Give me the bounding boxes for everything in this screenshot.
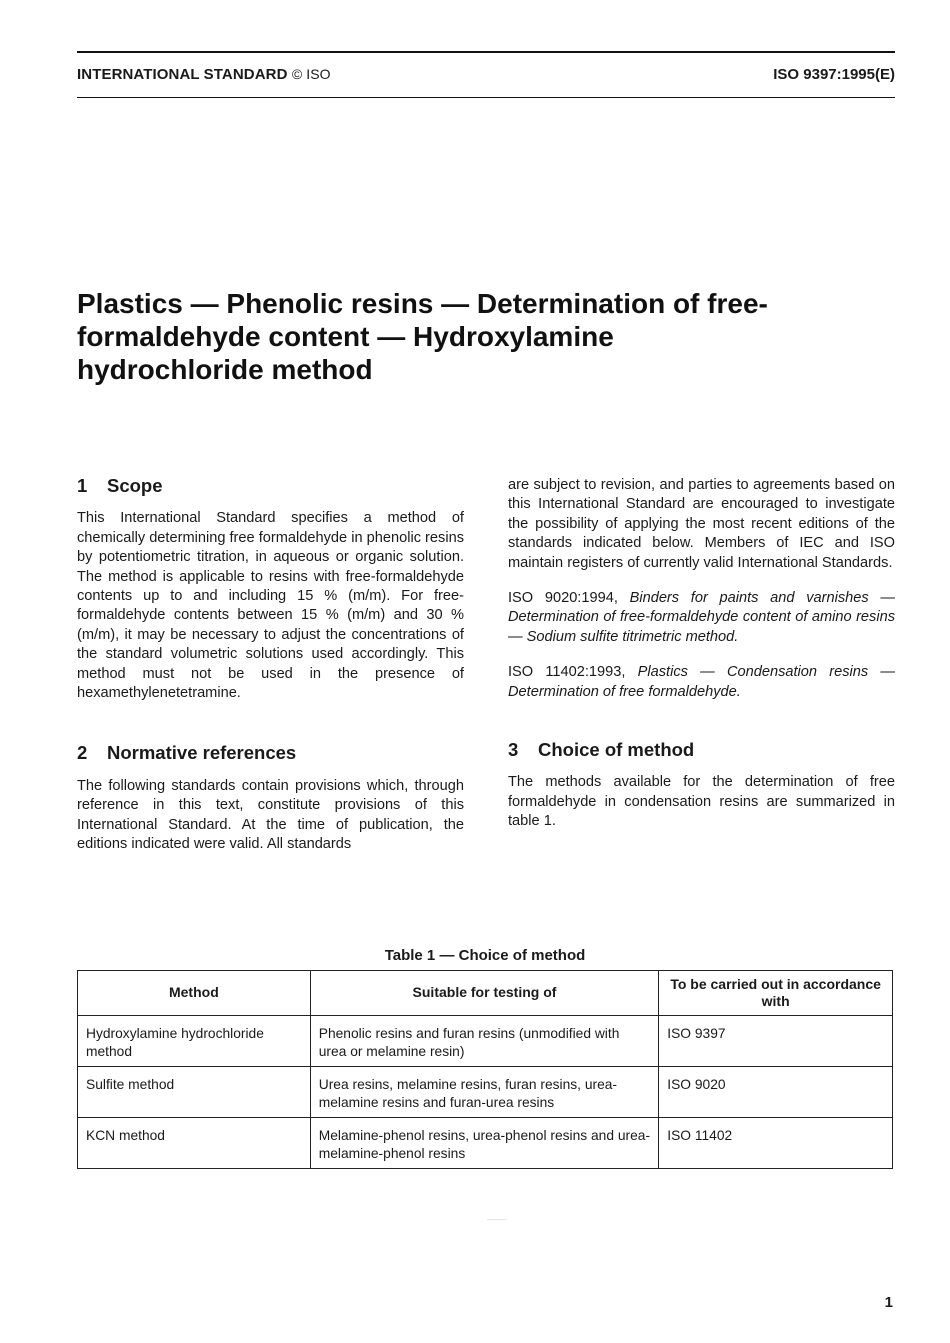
table-cell-standard: ISO 9397 [659,1016,893,1067]
section-3-heading [508,740,895,759]
table-cell-standard: ISO 9020 [659,1067,893,1118]
header-document-id: ISO 9397:1995(E) [773,66,895,83]
reference-iso-9020-title: Binders for paints and varnishes — Determination of free-formaldehyde content of amino resins — Sodium sulfite titrimetric method. [508,590,895,645]
table-header-method: Method [78,971,311,1016]
table-header-suitable-for: Suitable for testing of [310,971,659,1016]
table-cell-method: Hydroxylamine hydrochloride method [78,1016,311,1067]
section-1-number: 1 [77,475,88,496]
choice-paragraph: The methods available for the determination of free formaldehyde in condensation resins are summarized in table 1. [508,774,895,830]
reference-iso-11402-title: Plastics — Condensation resins — Determination of free formaldehyde. [508,664,895,700]
normative-paragraph-part2: are subject to revision, and parties to agreements based on this International Standard are encouraged to investigate the possibility of applying the most recent editions of the standards indicated below. Members of IEC and ISO maintain registers of currently valid International Standards. [508,477,895,571]
section-2-heading [77,743,464,762]
left-column [77,476,464,855]
table-row [78,1016,893,1067]
header-rule-top [77,51,895,53]
scope-paragraph: This International Standard specifies a method of chemically determining free formaldehyde in phenolic resins by potentiometric titration, in aqueous or organic solution. The method is applicable to resins with free-formaldehyde contents up to and including 15 % (m/m). For free-formaldehyde contents between 15 % (m/m) and 30 % (m/m), it may be necessary to adjust the concentrations of the standard volumetric solutions used accordingly. This method must not be used in the presence of hexamethylenetetramine. [77,510,464,702]
table-cell-method: KCN method [78,1118,311,1169]
table-cell-suitable: Melamine-phenol resins, urea-phenol resins and urea-melamine-phenol resins [310,1118,659,1169]
header-copyright: © ISO [291,66,331,82]
section-1-title: Scope [107,475,163,496]
table-cell-standard: ISO 11402 [659,1118,893,1169]
header-rule-bottom [77,97,895,98]
section-2-number: 2 [77,742,88,764]
scan-artifact [487,1219,507,1220]
table-cell-method: Sulfite method [78,1067,311,1118]
table-cell-suitable: Urea resins, melamine resins, furan resins, urea-melamine resins and furan-urea resins [310,1067,659,1118]
reference-iso-9020-code: ISO 9020:1994, [508,590,618,607]
table-header-accordance: To be carried out in accordance with [659,971,893,1016]
section-3-title: Choice of method [538,739,695,761]
table-caption: Table 1 — Choice of method [384,947,586,964]
table-header-row [78,971,893,1016]
reference-iso-11402-code: ISO 11402:1993, [508,664,626,681]
section-3-number: 3 [508,739,519,761]
reference-iso-11402 [508,663,895,702]
reference-iso-9020 [508,589,895,647]
document-title: Plastics — Phenolic resins — Determination of free-formaldehyde content — Hydroxylamine hydrochloride method [77,288,768,385]
table-row [78,1118,893,1169]
section-1-heading [77,476,464,495]
section-2-title: Normative references [107,742,297,764]
page-number: 1 [884,1294,893,1311]
right-column [508,476,895,832]
choice-of-method-table [77,970,893,1169]
header-standard-text: INTERNATIONAL STANDARD [77,66,288,83]
header-standard-label [77,66,331,83]
normative-paragraph-part1: The following standards contain provisions which, through reference in this text, constitute provisions of this International Standard. At the time of publication, the editions indicated were valid. All standards [77,777,464,853]
table-row [78,1067,893,1118]
table-cell-suitable: Phenolic resins and furan resins (unmodified with urea or melamine resin) [310,1016,659,1067]
